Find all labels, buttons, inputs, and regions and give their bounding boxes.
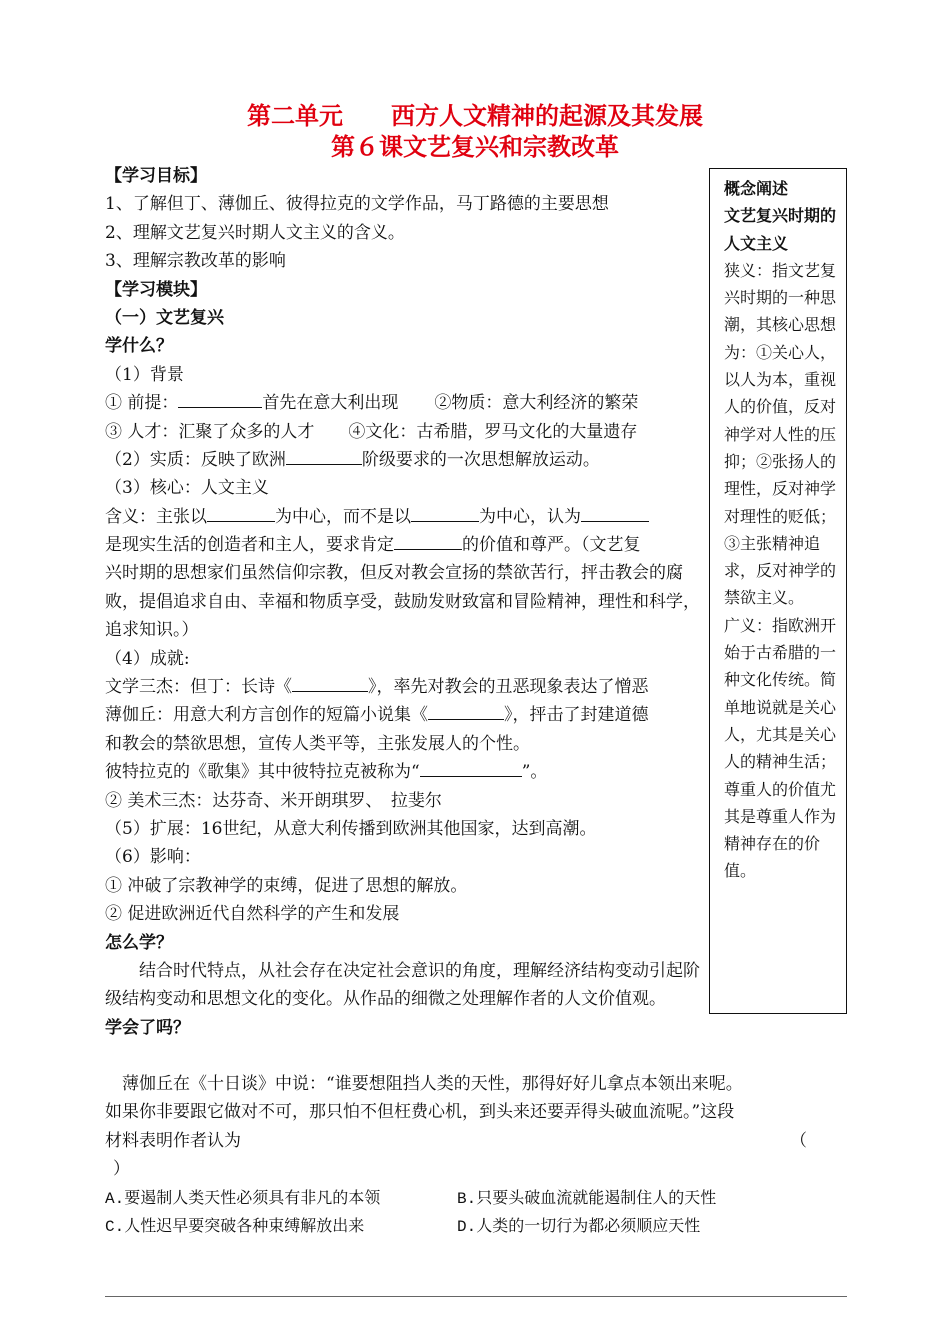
fill-blank[interactable]	[428, 701, 504, 720]
question-line: 材料表明作者认为 （	[105, 1127, 840, 1155]
achievement-heading: （4）成就:	[105, 648, 190, 669]
options-row	[105, 1184, 840, 1212]
fill-blank[interactable]	[394, 531, 462, 550]
literature-boccaccio-2: 和教会的禁欲思想，宣传人类平等，主张发展人的个性。	[105, 733, 530, 754]
unit-title: 第二单元 西方人文精神的起源及其发展	[247, 101, 703, 130]
option-d[interactable]: D.人类的一切行为都必须顺应天性	[457, 1217, 701, 1236]
what-heading: 学什么？	[105, 336, 173, 357]
fill-blank[interactable]	[207, 503, 275, 522]
question-line: 薄伽丘在《十日谈》中说：“谁要想阻挡人类的天性，那得好好儿拿点本领出来呢。	[122, 1074, 743, 1094]
option-a[interactable]: A.要遏制人类天性必须具有非凡的本领	[105, 1189, 381, 1208]
goal-item: 1、了解但丁、薄伽丘、彼得拉克的文学作品，马丁路德的主要思想	[105, 194, 609, 215]
check-heading: 学会了吗？	[105, 1017, 190, 1038]
fill-blank[interactable]	[581, 503, 649, 522]
influence-item: ② 促进欧洲近代自然科学的产生和发展	[105, 904, 400, 925]
fill-blank[interactable]	[411, 503, 479, 522]
essence-line: （2）实质：反映了欧洲 阶级要求的一次思想解放运动。	[105, 446, 705, 474]
literature-dante: 文学三杰：但丁：长诗《 》，率先对教会的丑恶现象表达了憎恶	[105, 673, 705, 701]
option-c[interactable]: C.人性迟早要突破各种束缚解放出来	[105, 1217, 365, 1236]
sidebar-narrow-definition: 狭义：指文艺复兴时期的一种思潮，其核心思想为：①关心人，以人为本，重视人的价值，反对神学对人性的压抑；②张扬人的理性，反对神学对理性的贬低；③主张精神追求，反对神学的禁欲主义。	[724, 260, 837, 608]
how-heading: 怎么学？	[105, 932, 173, 953]
goal-item: 3、理解宗教改革的影响	[105, 251, 286, 272]
concept-sidebar	[709, 168, 847, 1014]
fill-blank[interactable]	[292, 673, 368, 692]
influence-item: ① 冲破了宗教神学的束缚，促进了思想的解放。	[105, 875, 468, 896]
lesson-title: 第６课文艺复兴和宗教改革	[331, 132, 619, 161]
exercise-section	[105, 1070, 840, 1240]
section-title: （一）文艺复兴	[105, 307, 224, 328]
how-text: 结合时代特点，从社会存在决定社会意识的角度，理解经济结构变动引起阶级结构变动和思想文化的变化。从作品的细微之处理解作者的人文价值观。	[105, 960, 700, 1010]
option-b[interactable]: B.只要头破血流就能遏制住人的天性	[457, 1189, 717, 1208]
core-line: （3）核心：人文主义	[105, 478, 269, 499]
fill-blank[interactable]	[286, 446, 362, 465]
background-line-1: ① 前提： 首先在意大利出现 ②物质：意大利经济的繁荣	[105, 389, 705, 417]
meaning-line-1: 含义：主张以 为中心，而不是以 为中心，认为	[105, 503, 705, 531]
background-heading: （1）背景	[105, 364, 184, 385]
goals-heading: 【学习目标】	[105, 166, 207, 186]
answer-paren-close: ）	[113, 1159, 130, 1180]
question-line: 如果你非要跟它做对不可，那只怕不但枉费心机，到头来还要弄得头破血流呢。”这段	[105, 1102, 735, 1123]
meaning-note: 兴时期的思想家们虽然信仰宗教，但反对教会宣扬的禁欲苦行，抨击教会的腐败，提倡追求自由、幸福和物质享受，鼓励发财致富和冒险精神，理性和科学，追求知识。）	[105, 563, 700, 641]
sidebar-subheading: 文艺复兴时期的人文主义	[724, 206, 837, 253]
background-line-2: ③ 人才：汇聚了众多的人才 ④文化：古希腊，罗马文化的大量遗存	[105, 421, 638, 442]
sidebar-heading: 概念阐述	[724, 179, 789, 198]
literature-boccaccio: 薄伽丘：用意大利方言创作的短篇小说集《 》，抨击了封建道德	[105, 701, 705, 729]
art-line: ② 美术三杰：达芬奇、米开朗琪罗、 拉斐尔	[105, 790, 442, 811]
sidebar-broad-definition: 广义：指欧洲开始于古希腊的一种文化传统。简单地说就是关心人，尤其是关心人的精神生活；尊重人的价值尤其是尊重人作为精神存在的价值。	[724, 615, 837, 881]
fill-blank[interactable]	[420, 758, 522, 777]
module-heading: 【学习模块】	[105, 279, 207, 300]
fill-blank[interactable]	[178, 389, 262, 408]
main-content	[105, 162, 705, 1042]
answer-paren-open: （	[790, 1130, 807, 1151]
expand-line: （5）扩展：16世纪，从意大利传播到欧洲其他国家，达到高潮。	[105, 819, 597, 840]
meaning-line-2: 是现实生活的创造者和主人，要求肯定 的价值和尊严。（文艺复	[105, 531, 705, 559]
footer-divider	[105, 1296, 847, 1297]
influence-heading: （6）影响：	[105, 847, 201, 868]
literature-petrarch: 彼特拉克的《歌集》其中彼特拉克被称为“ ”。	[105, 758, 705, 786]
goal-item: 2、理解文艺复兴时期人文主义的含义。	[105, 222, 405, 243]
options-row	[105, 1212, 840, 1240]
